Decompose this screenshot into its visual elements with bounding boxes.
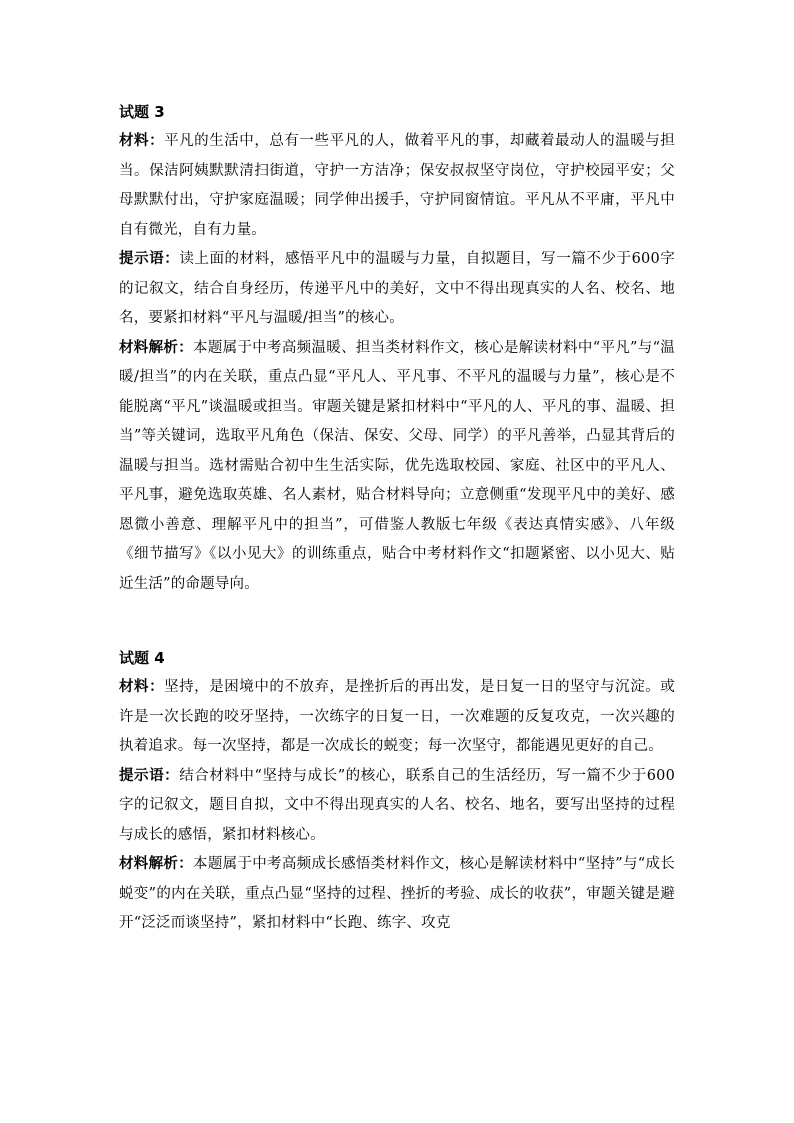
analysis-label: 材料解析： (119, 339, 194, 356)
prompt-text: 结合材料中“坚持与成长”的核心，联系自己的生活经历，写一篇不少于600字的记叙文，题目自拟，文中不得出现真实的人名、校名、地名，要写出坚持的过程与成长的感悟，紧扣材料核心。 (119, 767, 675, 843)
analysis-text: 本题属于中考高频成长感悟类材料作文，核心是解读材料中“坚持”与“成长蜕变”的内在关联，重点凸显“坚持的过程、挫折的考验、成长的收获”，审题关键是避开“泛泛而谈坚持”，紧扣材料中“长跑、练字、攻克 (119, 856, 675, 931)
prompt-label: 提示语： (119, 767, 180, 784)
material-label: 材料： (119, 133, 165, 149)
prompt-paragraph (119, 762, 675, 851)
analysis-paragraph (119, 850, 675, 939)
question-4 (119, 643, 675, 939)
material-paragraph (119, 673, 675, 762)
analysis-text: 本题属于中考高频温暖、担当类材料作文，核心是解读材料中“平凡”与“温暖/担当”的内在关联，重点凸显“平凡人、平凡事、不平凡的温暖与力量”，核心是不能脱离“平凡”谈温暖或担当。审题关键是紧扣材料中“平凡的人、平凡的事、温暖、担当”等关键词，选取平凡角色（保洁、保安、父母、同学）的平凡善举，凸显其背后的温暖与担当。选材需贴合初中生生活实际，优先选取校园、家庭、社区中的平凡人、平凡事，避免选取英雄、名人素材，贴合材料导向；立意侧重“发现平凡中的美好、感恩微小善意、理解平凡中的担当”，可借鉴人教版七年级《表达真情实感》、八年级《细节描写》《以小见大》的训练重点，贴合中考材料作文“扣题紧密、以小见大、贴近生活”的命题导向。 (119, 339, 675, 592)
prompt-paragraph (119, 245, 675, 334)
analysis-paragraph (119, 334, 675, 600)
prompt-text: 读上面的材料，感悟平凡中的温暖与力量，自拟题目，写一篇不少于600字的记叙文，结合自身经历，传递平凡中的美好，文中不得出现真实的人名、校名、地名，要紧扣材料“平凡与温暖/担当”的核心。 (119, 251, 675, 326)
material-paragraph (119, 127, 675, 245)
prompt-label: 提示语： (119, 251, 180, 267)
analysis-label: 材料解析： (119, 856, 194, 872)
question-title: 试题 3 (119, 103, 165, 121)
question-title: 试题 4 (119, 649, 165, 667)
document-page (119, 97, 675, 939)
question-3 (119, 97, 675, 599)
material-text: 坚持，是困境中的不放弃，是挫折后的再出发，是日复一日的坚守与沉淀。或许是一次长跑的咬牙坚持，一次练字的日复一日，一次难题的反复攻克，一次兴趣的执着追求。每一次坚持，都是一次成长的蜕变；每一次坚守，都能遇见更好的自己。 (119, 679, 675, 754)
material-label: 材料： (119, 679, 165, 695)
material-text: 平凡的生活中，总有一些平凡的人，做着平凡的事，却藏着最动人的温暖与担当。保洁阿姨默默清扫街道，守护一方洁净；保安叔叔坚守岗位，守护校园平安；父母默默付出，守护家庭温暖；同学伸出援手，守护同窗情谊。平凡从不平庸，平凡中自有微光，自有力量。 (119, 133, 675, 238)
section-spacer (119, 599, 675, 643)
